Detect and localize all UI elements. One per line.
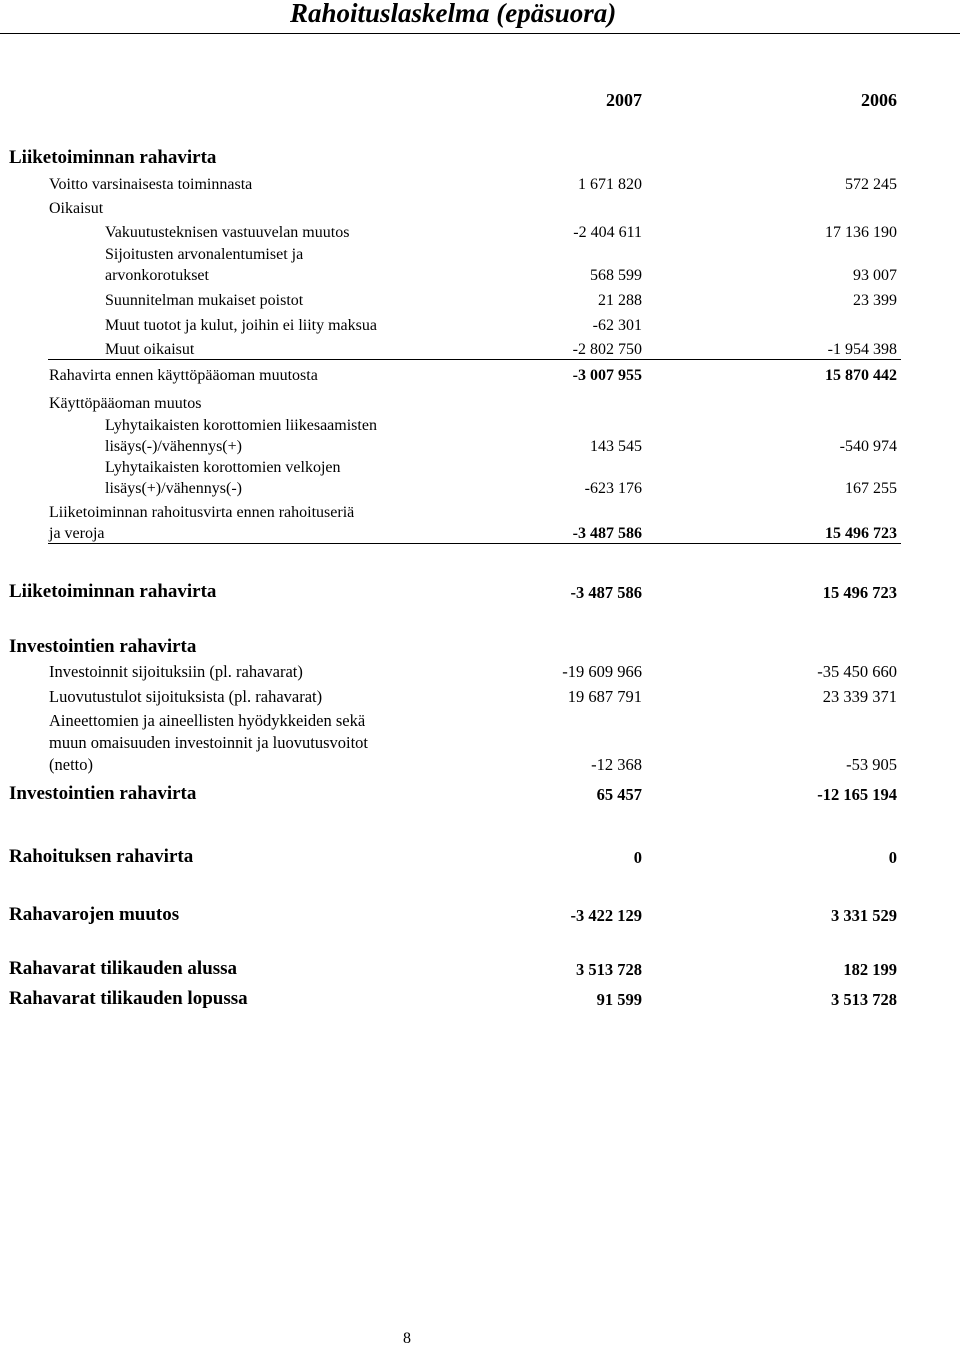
subtotal-rule [48, 359, 901, 360]
cash-begin-2007: 3 513 728 [576, 960, 642, 979]
operating-total-2007: -3 487 586 [570, 583, 642, 602]
before-wc-2006: 15 870 442 [825, 367, 897, 384]
investing-total-2007: 65 457 [596, 785, 642, 804]
adj-item-2006: 17 136 190 [825, 224, 897, 241]
page-number: 8 [403, 1330, 411, 1347]
financing-label: Rahoituksen rahavirta [9, 846, 194, 867]
year-header-2007: 2007 [606, 90, 642, 110]
before-fin-label-line2: ja veroja [49, 525, 105, 542]
adj-item-2006: 93 007 [853, 267, 897, 284]
wc-item-label-line2: lisäys(+)/vähennys(-) [105, 480, 242, 497]
adj-item-label: Muut oikaisut [105, 341, 195, 358]
title-underline [0, 33, 960, 34]
adj-item-label: Suunnitelman mukaiset poistot [105, 292, 304, 309]
adj-item-2007: -62 301 [592, 317, 642, 334]
before-fin-2006: 15 496 723 [825, 525, 897, 542]
adjustments-label: Oikaisut [49, 200, 104, 217]
wc-item-2006: -540 974 [839, 438, 897, 455]
adj-item-label-line1: Sijoitusten arvonalentumiset ja [105, 246, 304, 263]
before-fin-label-line1: Liiketoiminnan rahoitusvirta ennen rahoituseriä [49, 504, 355, 521]
inv-item-label-line3: (netto) [49, 755, 93, 774]
wc-item-label-line1: Lyhytaikaisten korottomien velkojen [105, 459, 341, 476]
wc-item-2007: -623 176 [584, 480, 642, 497]
before-wc-label: Rahavirta ennen käyttöpääoman muutosta [49, 367, 318, 384]
adj-item-2007: 568 599 [590, 267, 642, 284]
inv-item-label-line2: muun omaisuuden investoinnit ja luovutusvoitot [49, 733, 368, 752]
before-fin-2007: -3 487 586 [572, 525, 642, 542]
inv-item-2007: -19 609 966 [562, 662, 642, 681]
before-wc-2007: -3 007 955 [572, 367, 642, 384]
cash-end-2006: 3 513 728 [831, 990, 897, 1009]
wc-item-label-line1: Lyhytaikaisten korottomien liikesaamisten [105, 417, 377, 434]
inv-item-2006: -53 905 [846, 755, 897, 774]
change-label: Rahavarojen muutos [9, 904, 180, 925]
wc-item-label-line2: lisäys(-)/vähennys(+) [105, 438, 242, 455]
adj-item-2006: -1 954 398 [827, 341, 897, 358]
inv-item-label-line1: Aineettomien ja aineellisten hyödykkeiden sekä [49, 711, 366, 730]
adj-item-label: Vakuutusteknisen vastuuvelan muutos [105, 224, 350, 241]
cash-begin-2006: 182 199 [843, 960, 897, 979]
adj-item-2007: 21 288 [598, 292, 642, 309]
investing-total-2006: -12 165 194 [817, 785, 897, 804]
inv-item-label: Investoinnit sijoituksiin (pl. rahavarat) [49, 662, 303, 681]
inv-item-2006: 23 339 371 [822, 687, 897, 706]
financing-2007: 0 [633, 848, 642, 867]
inv-item-2006: -35 450 660 [817, 662, 897, 681]
adj-item-2006: 23 399 [853, 292, 897, 309]
change-2006: 3 331 529 [831, 906, 897, 925]
cash-end-2007: 91 599 [596, 990, 642, 1009]
wc-label: Käyttöpääoman muutos [49, 395, 202, 412]
cash-end-label: Rahavarat tilikauden lopussa [9, 988, 248, 1009]
wc-item-2007: 143 545 [590, 438, 642, 455]
change-2007: -3 422 129 [570, 906, 642, 925]
profit-2007: 1 671 820 [578, 176, 642, 193]
investing-heading: Investointien rahavirta [9, 636, 197, 657]
operating-total-2006: 15 496 723 [822, 583, 897, 602]
cash-begin-label: Rahavarat tilikauden alussa [9, 958, 238, 979]
year-header-2006: 2006 [861, 90, 897, 110]
adj-item-2007: -2 802 750 [572, 341, 642, 358]
wc-item-2006: 167 255 [845, 480, 897, 497]
inv-item-2007: -12 368 [591, 755, 642, 774]
operating-total-label: Liiketoiminnan rahavirta [9, 581, 217, 602]
operating-heading: Liiketoiminnan rahavirta [9, 147, 217, 168]
inv-item-2007: 19 687 791 [567, 687, 642, 706]
adj-item-label-line2: arvonkorotukset [105, 267, 209, 284]
adj-item-label: Muut tuotot ja kulut, joihin ei liity maksua [105, 317, 377, 334]
page-title: Rahoituslaskelma (epäsuora) [290, 0, 617, 28]
inv-item-label: Luovutustulot sijoituksista (pl. rahavarat) [49, 687, 323, 706]
investing-total-label: Investointien rahavirta [9, 783, 197, 804]
profit-label: Voitto varsinaisesta toiminnasta [49, 176, 253, 193]
financing-2006: 0 [888, 848, 897, 867]
adj-item-2007: -2 404 611 [573, 224, 642, 241]
profit-2006: 572 245 [845, 176, 897, 193]
subtotal-rule [48, 543, 901, 544]
